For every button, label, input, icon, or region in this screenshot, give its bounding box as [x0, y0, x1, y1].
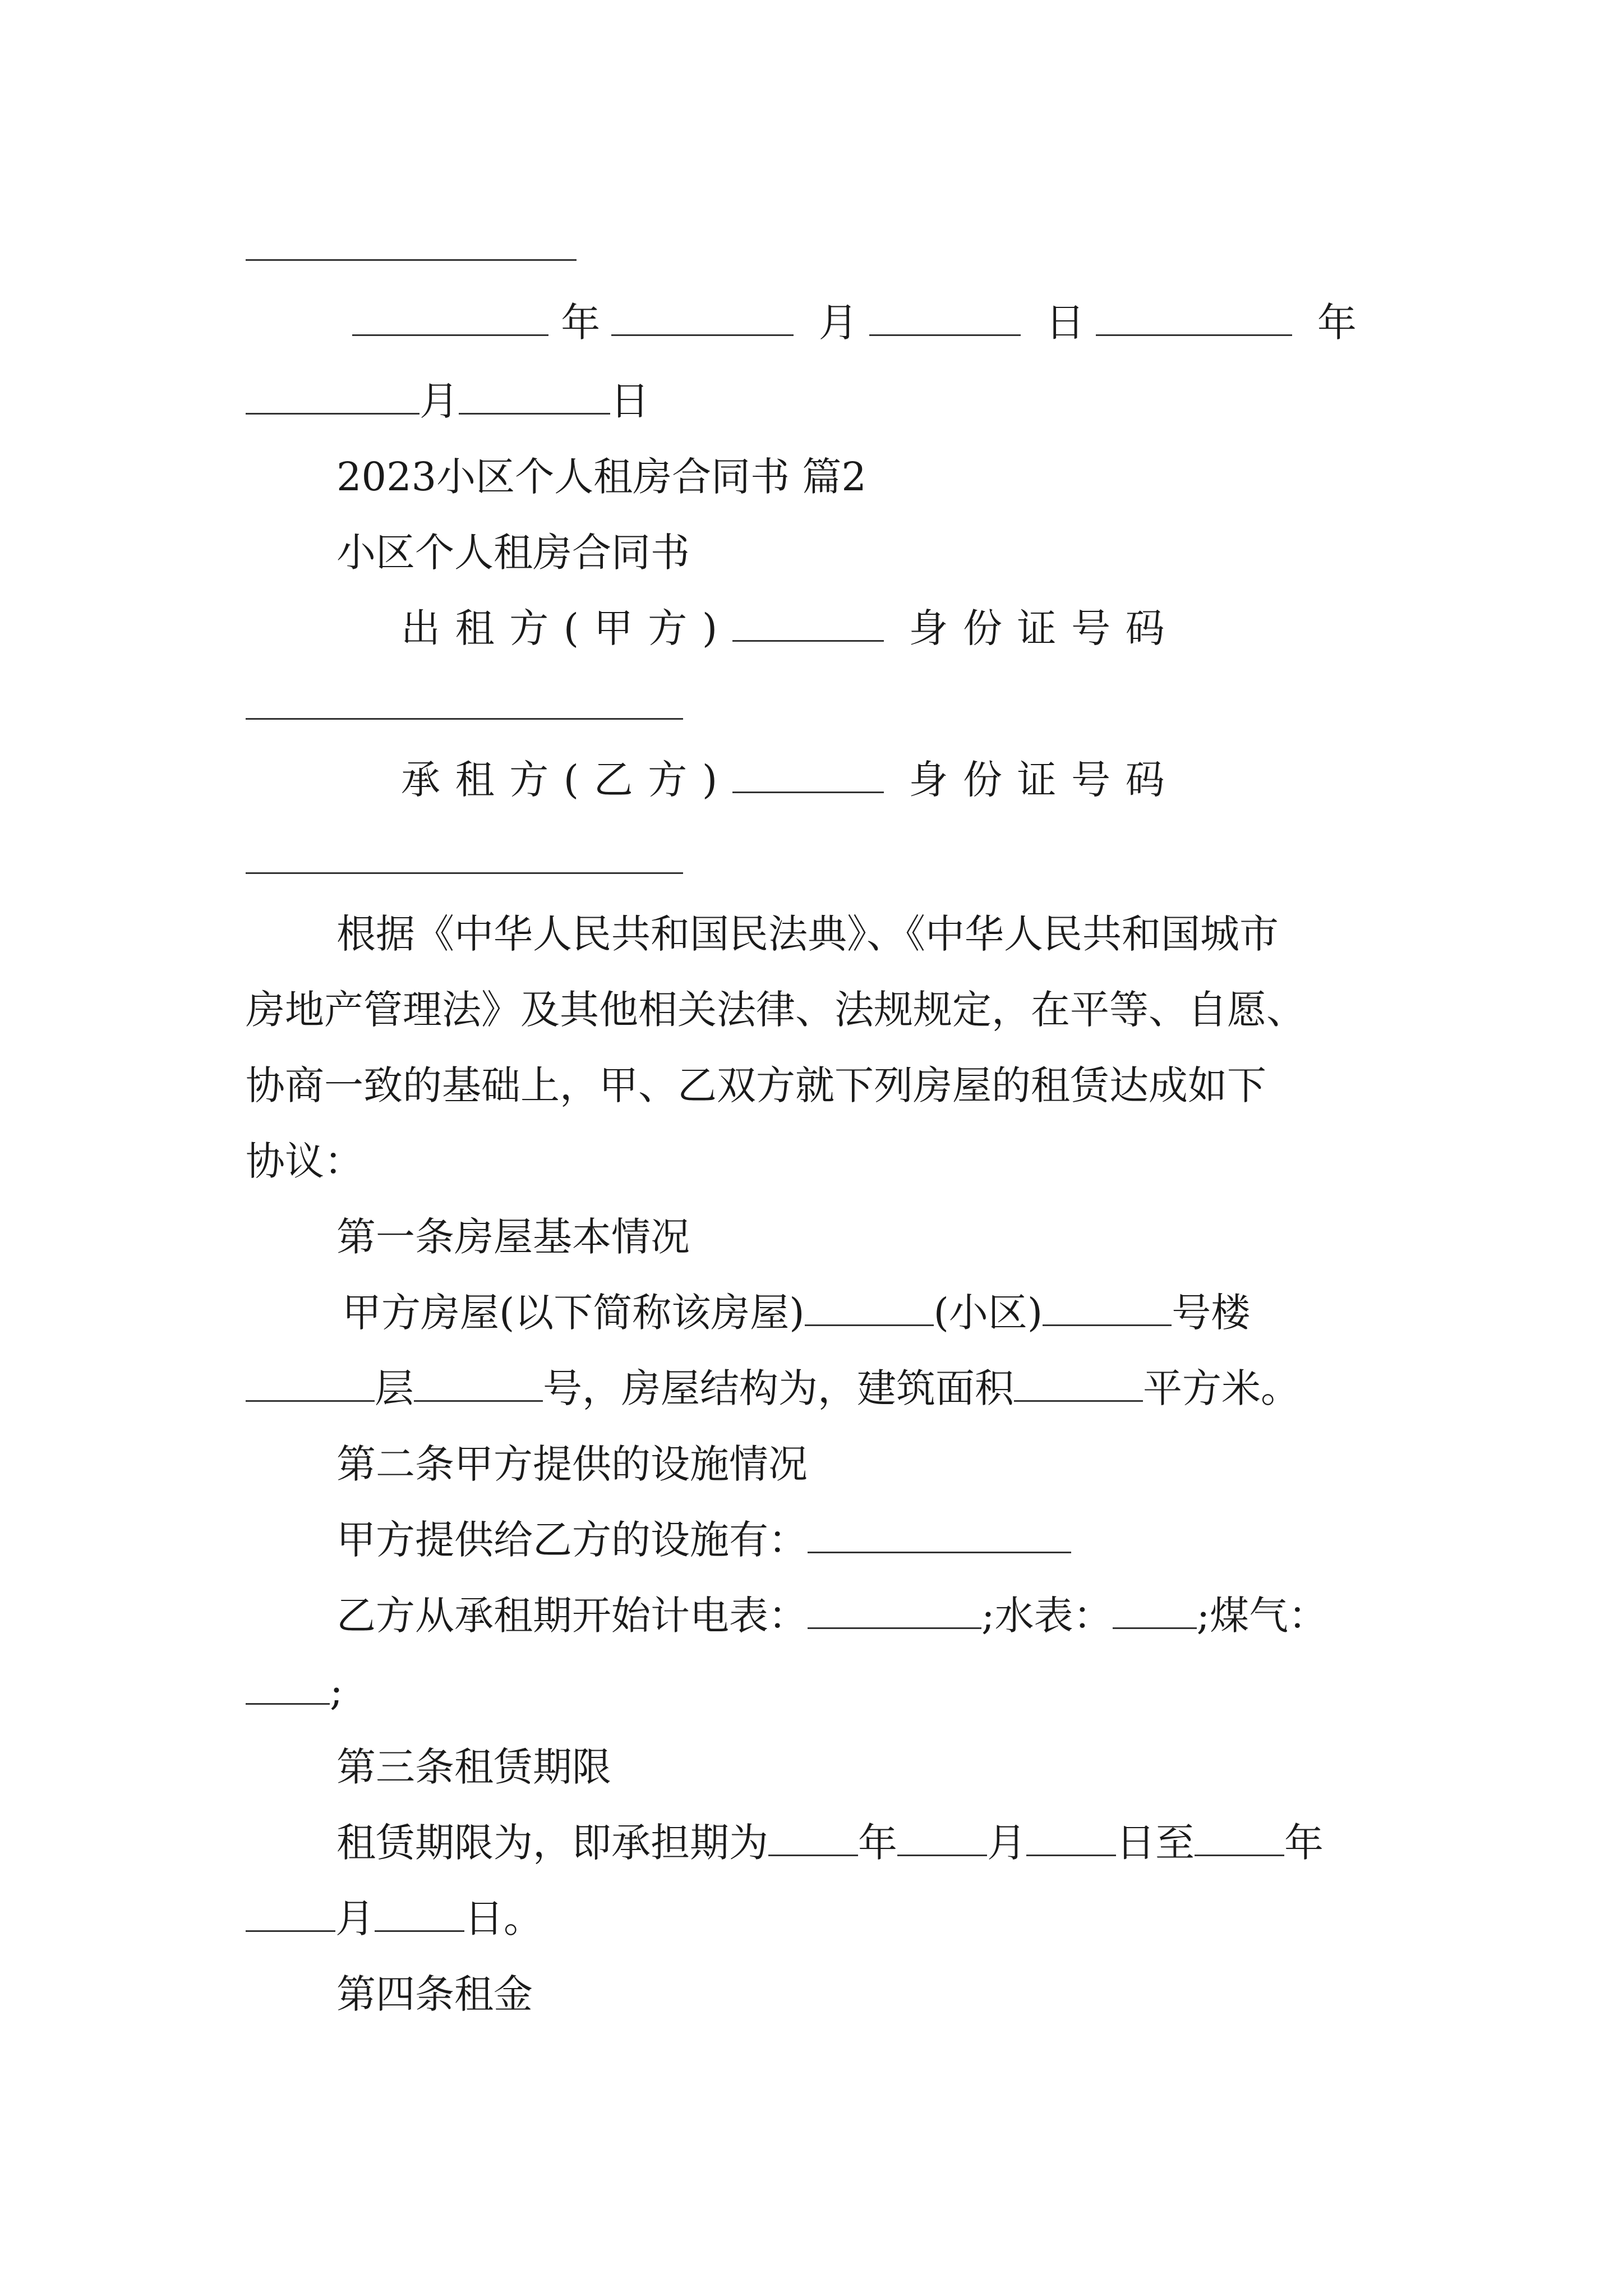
text: 号楼 — [1172, 1290, 1251, 1336]
article-2-line-2 — [336, 1585, 1327, 1646]
blank — [1195, 1818, 1284, 1857]
text: 号，房屋结构为，建筑面积 — [543, 1365, 1014, 1411]
area-blank — [1014, 1363, 1143, 1402]
article-1-line-2 — [246, 1358, 1300, 1419]
facilities-blank — [808, 1515, 1071, 1554]
intro-paragraph-line: 房地产管理法》及其他相关法律、法规规定，在平等、自愿、 — [246, 987, 1306, 1033]
lessee-id-blank — [246, 872, 683, 874]
article-1-title: 第一条房屋基本情况 — [336, 1214, 690, 1260]
article-1-line-1 — [342, 1282, 1250, 1343]
building-blank — [1043, 1287, 1172, 1327]
floor-blank — [246, 1363, 375, 1402]
text: 乙方从承租期开始计电表： — [336, 1593, 808, 1639]
gas-blank — [246, 1666, 330, 1705]
month-label: 月 — [818, 300, 858, 346]
lessor-name-blank — [732, 603, 884, 642]
section-heading: 2023小区个人租房合同书 篇2 — [336, 454, 866, 500]
year-label: 年 — [1317, 300, 1357, 346]
lessor-line — [401, 597, 1179, 659]
text: ; — [330, 1668, 343, 1714]
blank — [897, 1818, 987, 1857]
electric-blank — [808, 1590, 981, 1630]
day-label: 日 — [610, 378, 649, 424]
blank — [869, 297, 1021, 337]
text: 甲方房屋(以下简称该房屋) — [342, 1290, 805, 1336]
month-label: 月 — [419, 378, 459, 424]
signature-line — [246, 259, 577, 261]
lessee-line — [401, 749, 1179, 811]
article-2-line-1 — [336, 1509, 1071, 1571]
article-3-title: 第三条租赁期限 — [336, 1744, 611, 1790]
date-line-2 — [246, 370, 649, 432]
blank — [375, 1893, 464, 1932]
blank — [611, 297, 794, 337]
text: 甲方提供给乙方的设施有： — [336, 1517, 808, 1563]
blank — [352, 297, 548, 337]
year-label: 年 — [561, 300, 601, 346]
community-blank — [805, 1287, 934, 1327]
document-title: 小区个人租房合同书 — [336, 530, 690, 576]
text: 年 — [858, 1820, 897, 1866]
intro-paragraph-line: 协议： — [246, 1138, 363, 1184]
blank — [1026, 1818, 1116, 1857]
text: 租赁期限为，即承担期为 — [336, 1820, 768, 1866]
intro-paragraph-line: 根据《中华人民共和国民法典》、《中华人民共和国城市 — [336, 911, 1279, 957]
article-4-title: 第四条租金 — [336, 1971, 533, 2017]
article-2-title: 第二条甲方提供的设施情况 — [336, 1441, 808, 1487]
blank — [1096, 297, 1292, 337]
text: ;水表： — [981, 1593, 1113, 1639]
text: 月 — [335, 1895, 375, 1941]
text: 月 — [987, 1820, 1026, 1866]
lessor-label: 出租方(甲方) — [401, 605, 732, 651]
blank — [246, 376, 419, 415]
date-line-1 — [352, 292, 1357, 353]
text: 平方米。 — [1143, 1365, 1300, 1411]
article-3-line-2 — [246, 1888, 543, 1949]
text: (小区) — [933, 1290, 1043, 1336]
article-3-line-1 — [336, 1812, 1324, 1874]
text: 层 — [375, 1365, 414, 1411]
blank — [246, 1893, 335, 1932]
intro-paragraph-line: 协商一致的基础上，甲、乙双方就下列房屋的租赁达成如下 — [246, 1062, 1266, 1108]
text: ;煤气： — [1196, 1593, 1328, 1639]
lessor-id-label: 身份证号码 — [909, 605, 1180, 651]
text: 日。 — [464, 1895, 543, 1941]
room-blank — [414, 1363, 543, 1402]
blank — [459, 376, 610, 415]
water-blank — [1113, 1590, 1197, 1630]
day-label: 日 — [1045, 300, 1085, 346]
blank — [768, 1818, 858, 1857]
lessee-id-label: 身份证号码 — [909, 757, 1180, 803]
article-2-line-3 — [246, 1660, 343, 1722]
text: 日至 — [1116, 1820, 1195, 1866]
lessee-label: 承租方(乙方) — [401, 757, 732, 803]
lessor-id-blank — [246, 718, 683, 720]
text: 年 — [1284, 1820, 1324, 1866]
lessee-name-blank — [732, 754, 884, 794]
